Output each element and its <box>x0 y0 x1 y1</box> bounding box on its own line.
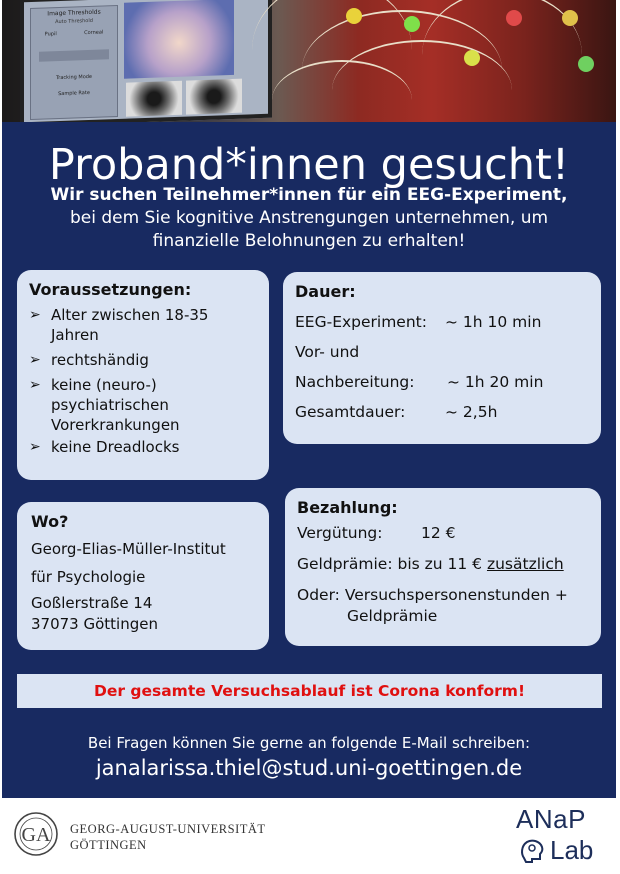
requirement-text: keine Dreadlocks <box>51 438 180 456</box>
lab-logo-line-2: Lab <box>550 835 594 865</box>
duration-row <box>295 367 589 397</box>
brain-head-icon <box>518 836 546 864</box>
eeg-wire <box>422 0 582 120</box>
requirement-text: rechtshändig <box>51 351 149 369</box>
lab-logo-line-1: ANaP <box>516 804 586 834</box>
bonus-text: Geldprämie: bis zu 11 € <box>297 555 487 573</box>
address-line: für Psychologie <box>31 568 146 586</box>
sample-label: Sample Rate <box>58 89 90 98</box>
electrode-icon <box>578 56 594 72</box>
university-name: GEORG-AUGUST-UNIVERSITÄT <box>70 822 266 836</box>
arrow-bullet-icon: ➢ <box>29 439 41 455</box>
bonus-extra: zusätzlich <box>486 555 564 573</box>
duration-label: EEG-Experiment: <box>295 313 427 331</box>
payment-alt-line-1: Oder: Versuchspersonenstunden + <box>297 586 568 604</box>
subtitle-line-1: Wir suchen Teilnehmer*innen für ein EEG-Experiment, <box>50 185 568 205</box>
footer <box>2 798 616 874</box>
electrode-icon <box>404 16 420 32</box>
duration-label: Nachbereitung: <box>295 373 415 391</box>
requirement-text: keine (neuro-) psychiatrischen Vorerkrankungen <box>51 376 180 434</box>
page-subtitle <box>2 184 616 253</box>
face-image <box>124 0 234 79</box>
duration-value: ~ 1h 10 min <box>445 313 542 331</box>
duration-label: Gesamtdauer: <box>295 403 406 421</box>
list-item <box>29 350 257 370</box>
list-item <box>29 305 257 345</box>
requirements-card <box>17 270 269 480</box>
contact-email-link[interactable]: janalarissa.thiel@stud.uni-goettingen.de <box>95 756 523 780</box>
header-photo <box>2 0 616 122</box>
pupil-label: Pupil <box>44 31 57 38</box>
payment-card <box>285 488 601 646</box>
university-city: GÖTTINGEN <box>70 838 147 852</box>
address-line: Goßlerstraße 14 <box>31 594 153 612</box>
duration-row <box>295 337 589 367</box>
payment-row <box>297 523 589 544</box>
contact-text: Bei Fragen können Sie gerne an folgende E-Mail schreiben: <box>87 734 531 752</box>
address-line: 37073 Göttingen <box>31 615 158 633</box>
duration-row <box>295 397 589 427</box>
duration-card <box>283 272 601 444</box>
arrow-bullet-icon: ➢ <box>29 377 41 393</box>
requirement-text: Alter zwischen 18-35 Jahren <box>51 306 209 344</box>
subtitle-line-2: bei dem Sie kognitive Anstrengungen unternehmen, um <box>69 208 549 228</box>
electrode-icon <box>464 50 480 66</box>
payment-heading: Bezahlung: <box>297 498 398 517</box>
duration-value: ~ 2,5h <box>445 403 498 421</box>
svg-text:GA: GA <box>21 824 51 846</box>
payment-label: Vergütung: <box>297 524 383 542</box>
eye-image-left <box>126 81 182 117</box>
requirements-list <box>29 305 257 457</box>
electrode-icon <box>506 10 522 26</box>
payment-alt-line-2: Geldprämie <box>347 607 438 625</box>
list-item <box>29 437 257 457</box>
main-panel <box>2 122 616 798</box>
cornea-label: Corneal <box>84 29 104 37</box>
tracking-label: Tracking Mode <box>55 73 93 82</box>
payment-value: 12 € <box>421 524 456 542</box>
software-panel <box>30 5 118 120</box>
university-seal-icon <box>12 810 60 858</box>
payment-row <box>297 554 589 575</box>
payment-row <box>297 585 589 627</box>
eye-image-right <box>186 79 242 115</box>
arrow-bullet-icon: ➢ <box>29 307 41 323</box>
software-subtitle: Auto Threshold <box>55 17 93 26</box>
eye-tracker-screen <box>20 0 272 122</box>
duration-value: ~ 1h 20 min <box>447 373 544 391</box>
page-title: Proband*innen gesucht! <box>48 140 570 190</box>
location-heading: Wo? <box>31 512 69 531</box>
requirements-heading: Voraussetzungen: <box>29 280 192 299</box>
electrode-icon <box>346 8 362 24</box>
duration-label: Vor- und <box>295 343 360 361</box>
location-card <box>17 502 269 650</box>
corona-notice: Der gesamte Versuchsablauf ist Corona konform! <box>17 674 602 708</box>
software-title: Image Thresholds <box>47 8 101 18</box>
electrode-icon <box>562 10 578 26</box>
duration-row <box>295 307 589 337</box>
duration-heading: Dauer: <box>295 282 356 301</box>
arrow-bullet-icon: ➢ <box>29 352 41 368</box>
list-item <box>29 375 257 435</box>
address-line: Georg-Elias-Müller-Institut <box>31 540 226 558</box>
subtitle-line-3: finanzielle Belohnungen zu erhalten! <box>152 231 466 251</box>
